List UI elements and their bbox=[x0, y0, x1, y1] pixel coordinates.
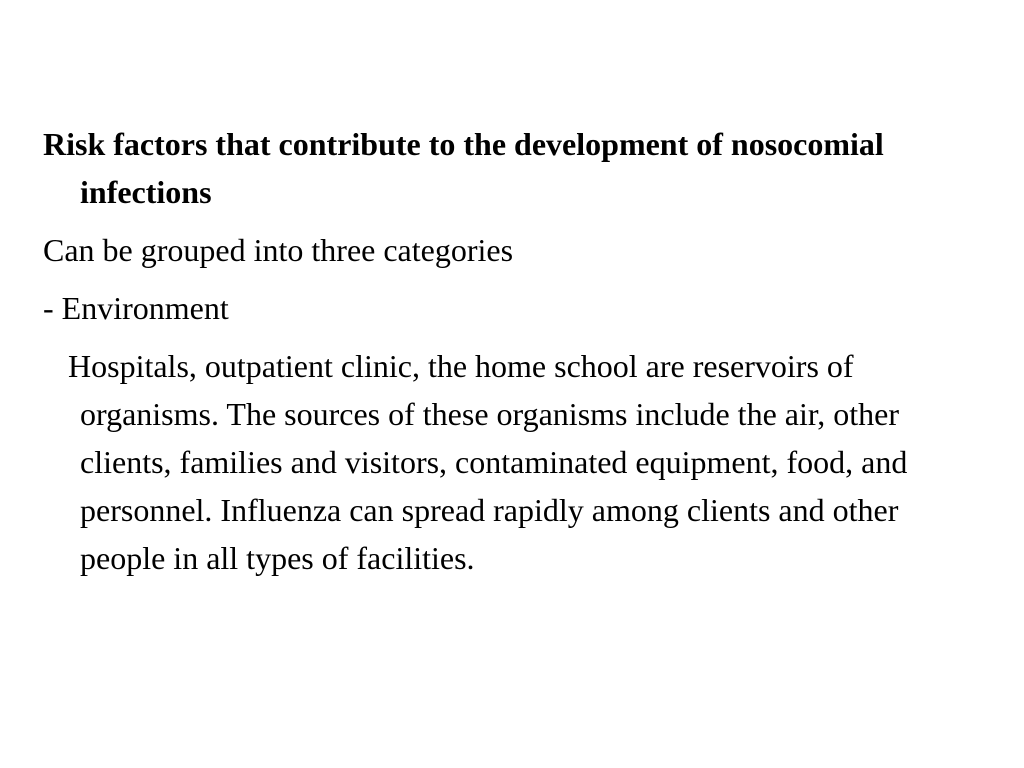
slide-heading: Risk factors that contribute to the development of nosocomial infections bbox=[43, 126, 884, 210]
intro-text: Can be grouped into three categories bbox=[43, 232, 514, 268]
slide-content bbox=[43, 120, 963, 592]
body-paragraph: Hospitals, outpatient clinic, the home school are reservoirs of organisms. The sources of these organisms include the air, other clients, families and visitors, contaminated equipment, food, and personnel. Influenza can spread rapidly among clients and other people in all types of facilities. bbox=[68, 348, 908, 576]
bullet-environment: - Environment bbox=[43, 290, 229, 326]
